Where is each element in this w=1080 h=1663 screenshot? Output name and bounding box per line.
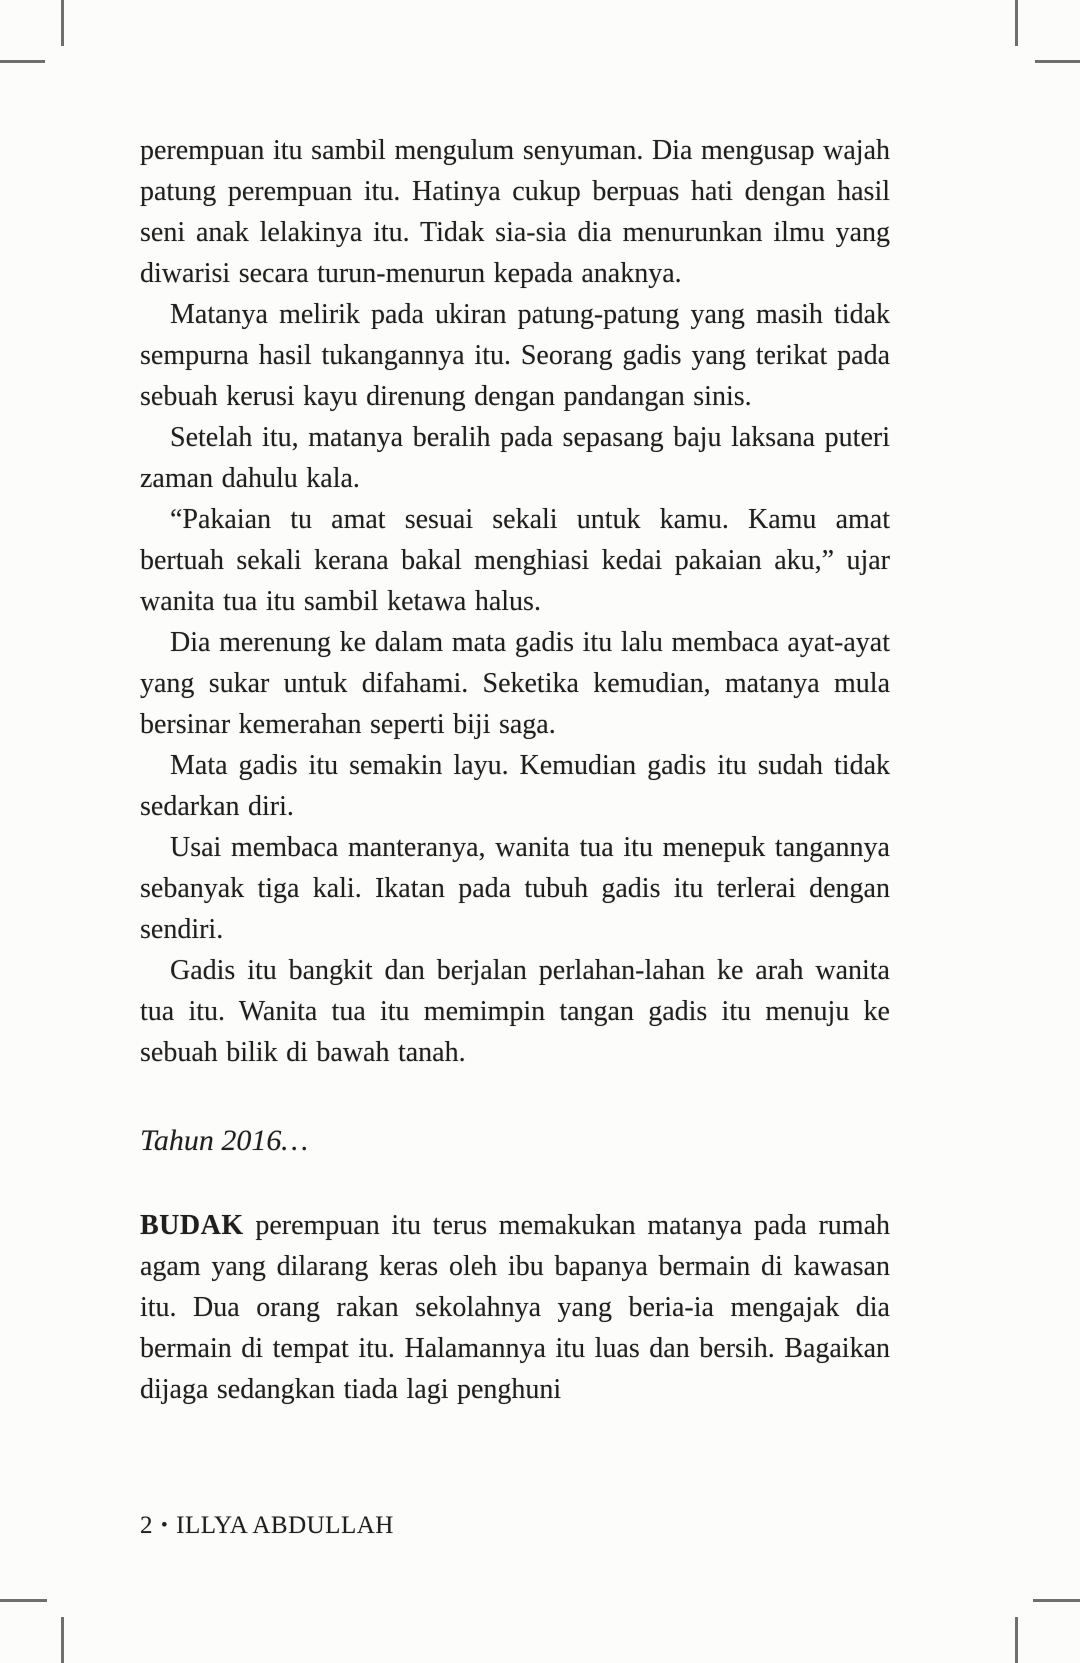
paragraph: Usai membaca manteranya, wanita tua itu menepuk tangannya sebanyak tiga kali. Ikatan pada tubuh gadis itu terlerai dengan sendiri. bbox=[140, 832, 890, 945]
body-paragraphs bbox=[140, 130, 890, 1073]
crop-mark-bottom-right-vertical bbox=[1015, 1617, 1018, 1663]
page-footer bbox=[140, 1512, 394, 1540]
footer-author: ILLYA ABDULLAH bbox=[176, 1512, 394, 1539]
paragraph: perempuan itu sambil mengulum senyuman. Dia mengusap wajah patung perempuan itu. Hatinya cukup berpuas hati dengan hasil seni anak lelakinya itu. Tidak sia-sia dia menurunkan ilmu yang diwarisi secara turun-menurun kepada anaknya. bbox=[140, 135, 890, 289]
crop-mark-bottom-left-vertical bbox=[61, 1617, 64, 1663]
paragraph bbox=[140, 1205, 890, 1410]
page-text-block bbox=[140, 130, 890, 1410]
paragraph-lead-word: BUDAK bbox=[140, 1210, 244, 1241]
crop-mark-bottom-left-horizontal bbox=[0, 1599, 47, 1602]
crop-mark-bottom-right-horizontal bbox=[1033, 1599, 1080, 1602]
paragraph: “Pakaian tu amat sesuai sekali untuk kamu. Kamu amat bertuah sekali kerana bakal menghiasi kedai pakaian aku,” ujar wanita tua itu sambil ketawa halus. bbox=[140, 504, 890, 617]
section-heading: Tahun 2016… bbox=[140, 1124, 309, 1157]
crop-mark-top-right-vertical bbox=[1015, 0, 1018, 46]
page-number: 2 bbox=[140, 1512, 153, 1539]
crop-mark-top-right-horizontal bbox=[1035, 60, 1080, 63]
paragraph: Mata gadis itu semakin layu. Kemudian gadis itu sudah tidak sedarkan diri. bbox=[140, 750, 890, 822]
paragraph: Gadis itu bangkit dan berjalan perlahan-lahan ke arah wanita tua itu. Wanita tua itu memimpin tangan gadis itu menuju ke sebuah bilik di bawah tanah. bbox=[140, 955, 890, 1068]
crop-mark-top-left-horizontal bbox=[0, 60, 45, 63]
paragraph: Dia merenung ke dalam mata gadis itu lalu membaca ayat-ayat yang sukar untuk difahami. Seketika kemudian, matanya mula bersinar kemerahan seperti biji saga. bbox=[140, 627, 890, 740]
paragraph: Matanya melirik pada ukiran patung-patung yang masih tidak sempurna hasil tukangannya itu. Seorang gadis yang terikat pada sebuah kerusi kayu direnung dengan pandangan sinis. bbox=[140, 299, 890, 412]
footer-bullet: • bbox=[161, 1515, 169, 1536]
paragraph-text: perempuan itu terus memakukan matanya pada rumah agam yang dilarang keras oleh ibu bapanya bermain di kawasan itu. Dua orang rakan sekolahnya yang beria-ia mengajak dia bermain di tempat itu. Halamannya itu luas dan bersih. Bagaikan dijaga sedangkan tiada lagi penghuni bbox=[140, 1210, 890, 1405]
crop-mark-top-left-vertical bbox=[61, 0, 64, 46]
paragraph: Setelah itu, matanya beralih pada sepasang baju laksana puteri zaman dahulu kala. bbox=[140, 422, 890, 494]
